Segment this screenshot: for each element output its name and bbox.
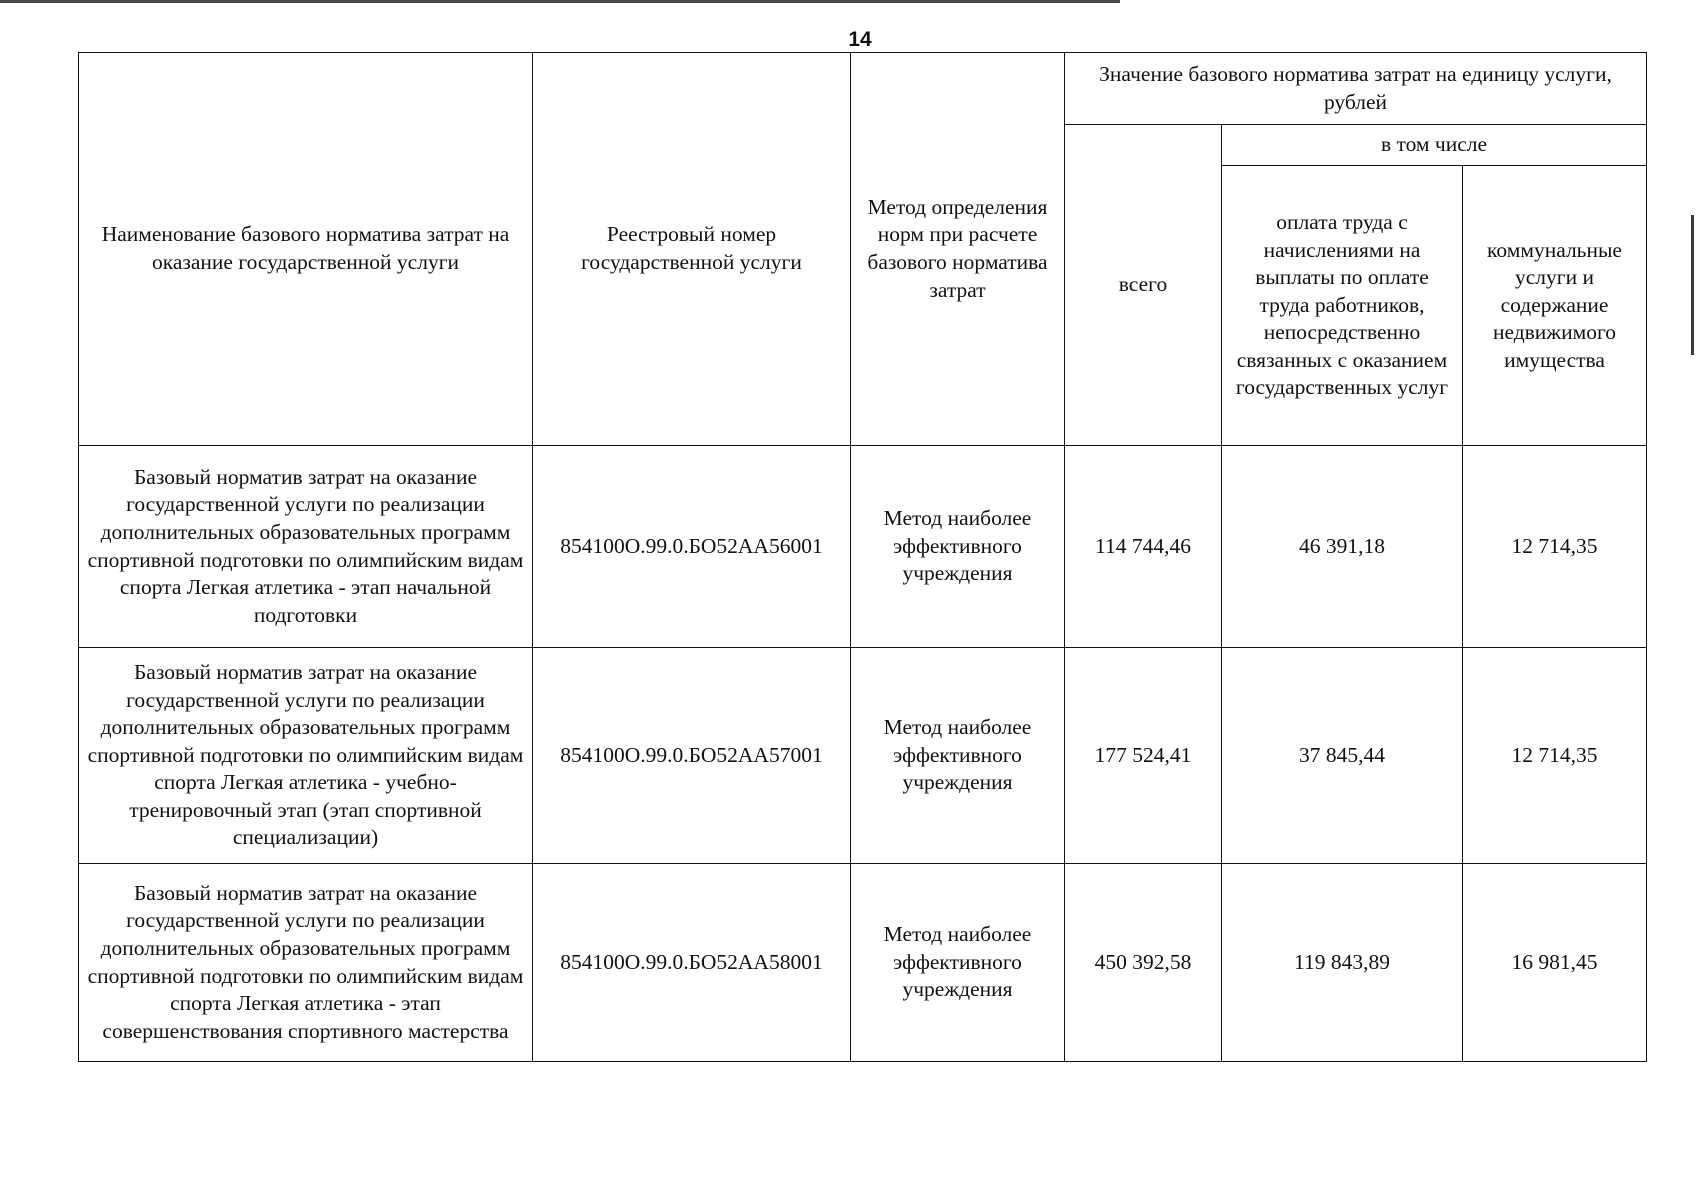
row-total: 177 524,41	[1065, 648, 1222, 864]
page-number: 14	[848, 28, 872, 51]
table-row	[79, 864, 1647, 1062]
row-labor: 37 845,44	[1222, 648, 1463, 864]
header-name: Наименование базового норматива затрат на оказание государственной услуги	[79, 53, 533, 446]
row-utilities: 12 714,35	[1463, 648, 1647, 864]
table-row	[79, 648, 1647, 864]
header-including: в том числе	[1222, 125, 1647, 166]
row-method: Метод наиболее эффективного учреждения	[851, 648, 1065, 864]
row-utilities: 12 714,35	[1463, 446, 1647, 648]
scan-artifact-right-edge	[1691, 215, 1694, 355]
row-registry-number: 854100О.99.0.БО52АА57001	[533, 648, 851, 864]
row-utilities: 16 981,45	[1463, 864, 1647, 1062]
row-method: Метод наиболее эффективного учреждения	[851, 446, 1065, 648]
norms-table	[78, 52, 1647, 1062]
header-labor: оплата труда с начислениями на выплаты по оплате труда работников, непосредственно связанных с оказанием государственных услуг	[1222, 166, 1463, 446]
row-labor: 46 391,18	[1222, 446, 1463, 648]
scan-artifact-top-line	[0, 0, 1120, 3]
row-labor: 119 843,89	[1222, 864, 1463, 1062]
header-registry-number: Реестровый номер государственной услуги	[533, 53, 851, 446]
header-method: Метод определения норм при расчете базового норматива затрат	[851, 53, 1065, 446]
row-method: Метод наиболее эффективного учреждения	[851, 864, 1065, 1062]
header-value-group: Значение базового норматива затрат на единицу услуги, рублей	[1065, 53, 1647, 125]
header-utilities: коммунальные услуги и содержание недвижимого имущества	[1463, 166, 1647, 446]
row-name: Базовый норматив затрат на оказание государственной услуги по реализации дополнительных образовательных программ спортивной подготовки по олимпийским видам спорта Легкая атлетика - этап начальной подготовки	[79, 446, 533, 648]
header-row-1	[79, 53, 1647, 125]
row-total: 114 744,46	[1065, 446, 1222, 648]
row-name: Базовый норматив затрат на оказание государственной услуги по реализации дополнительных образовательных программ спортивной подготовки по олимпийским видам спорта Легкая атлетика - учебно-тренировочный этап (этап спортивной специализации)	[79, 648, 533, 864]
row-registry-number: 854100О.99.0.БО52АА58001	[533, 864, 851, 1062]
table-row	[79, 446, 1647, 648]
header-total: всего	[1065, 125, 1222, 446]
row-name: Базовый норматив затрат на оказание государственной услуги по реализации дополнительных образовательных программ спортивной подготовки по олимпийским видам спорта Легкая атлетика - этап совершенствования спортивного мастерства	[79, 864, 533, 1062]
row-total: 450 392,58	[1065, 864, 1222, 1062]
row-registry-number: 854100О.99.0.БО52АА56001	[533, 446, 851, 648]
